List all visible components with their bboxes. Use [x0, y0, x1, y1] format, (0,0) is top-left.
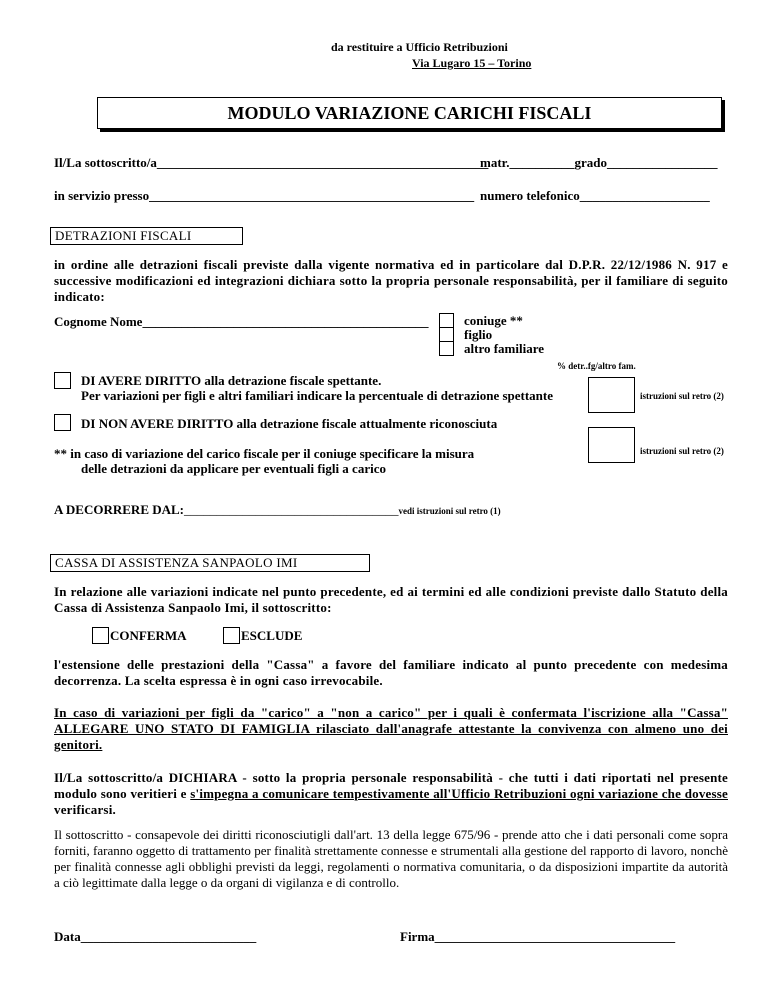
page-title: [97, 97, 722, 129]
figlio-checkbox[interactable]: [439, 327, 454, 342]
grado-label: grado: [574, 155, 607, 170]
diritto-text-2: Per variazioni per figli e altri familiari indicare la percentuale di detrazione spettante: [81, 388, 554, 403]
spouse-note-2: delle detrazioni da applicare per eventuali figli a carico: [81, 461, 386, 476]
service-field[interactable]: [54, 188, 474, 204]
start-date-label: A DECORRERE DAL:: [54, 502, 185, 517]
non-diritto-checkbox[interactable]: [54, 414, 71, 431]
phone-line[interactable]: ____________________: [579, 188, 710, 203]
page-title-text: MODULO VARIAZIONE CARICHI FISCALI: [227, 102, 592, 123]
instructions-note-2: istruzioni sul retro (2): [640, 446, 724, 456]
detrazioni-intro: in ordine alle detrazioni fiscali previste dalla vigente normativa ed in particolare dal D.P.R. 22/12/1986 N. 917 e successive modificazioni ed integrazioni dichiara sotto la propria personale responsabilità, per il familiare di seguito indicato:: [54, 257, 728, 304]
esclude-checkbox[interactable]: [223, 627, 240, 644]
altro-familiare-label: altro familiare: [464, 341, 545, 356]
coniuge-label: coniuge **: [464, 313, 523, 328]
conferma-checkbox[interactable]: [92, 627, 109, 644]
altro-familiare-checkbox[interactable]: [439, 341, 454, 356]
percent-header: % detr..fg/altro fam.: [557, 361, 636, 371]
return-to-text: da restituire a Ufficio Retribuzioni: [331, 40, 508, 54]
date-field[interactable]: [54, 929, 256, 945]
declaration-part2: s'impegna a comunicare tempestivamente all'Ufficio Retribuzioni ogni variazione che dovesse: [190, 786, 728, 801]
instructions-note-1: istruzioni sul retro (2): [640, 391, 724, 401]
matr-field[interactable]: [480, 155, 718, 171]
signature-line[interactable]: _____________________________________: [434, 929, 676, 944]
cassa-extension: l'estensione delle prestazioni della "Cassa" a favore del familiare indicato al punto precedente con medesima decorrenza. La scelta espressa è in ogni caso irrevocabile.: [54, 657, 728, 688]
non-diritto-text: DI NON AVERE DIRITTO alla detrazione fiscale attualmente riconosciuta: [81, 416, 498, 431]
name-label: Cognome Nome: [54, 314, 143, 329]
section-cassa: [50, 554, 370, 572]
grado-line[interactable]: _________________: [607, 155, 718, 170]
matr-label: matr.: [480, 155, 510, 170]
date-line[interactable]: ___________________________: [80, 929, 257, 944]
start-date-note: vedi istruzioni sul retro (1): [398, 506, 501, 516]
diritto-text-1: DI AVERE DIRITTO alla detrazione fiscale spettante.: [81, 373, 382, 388]
signer-field[interactable]: [54, 155, 488, 171]
figlio-label: figlio: [464, 327, 493, 342]
declaration-part3: verificarsi.: [54, 802, 116, 817]
declaration-part1: Il/La sottoscritto/a DICHIARA - sotto la propria personale responsabilità - che tutti i dati riportati nel presente modulo sono veritieri e: [54, 770, 728, 801]
spouse-note-1: ** in caso di variazione del carico fiscale per il coniuge specificare la misura: [54, 446, 475, 461]
signer-label: Il/La sottoscritto/a: [54, 155, 157, 170]
section-detrazioni-title: DETRAZIONI FISCALI: [55, 228, 192, 243]
section-cassa-title: CASSA DI ASSISTENZA SANPAOLO IMI: [55, 555, 298, 570]
signer-line[interactable]: ___________________________________________________: [156, 155, 489, 170]
cassa-warning: In caso di variazioni per figli da "carico" a "non a carico" per i quali è confermata l'iscrizione alla "Cassa" ALLEGARE UNO STATO DI FAMIGLIA rilasciato dall'anagrafe attestante la convivenza con almeno uno dei genitori.: [54, 705, 728, 752]
matr-line[interactable]: __________: [509, 155, 575, 170]
return-address: Via Lugaro 15 – Torino: [412, 56, 532, 70]
esclude-label: ESCLUDE: [241, 628, 303, 643]
coniuge-checkbox[interactable]: [439, 313, 454, 328]
spouse-measure-input[interactable]: [588, 427, 635, 463]
start-date-line[interactable]: _________________________________: [184, 502, 399, 517]
conferma-label: CONFERMA: [110, 628, 187, 643]
declaration: [54, 770, 728, 818]
percent-input[interactable]: [588, 377, 635, 413]
service-line[interactable]: __________________________________________________: [149, 188, 475, 203]
name-line[interactable]: ____________________________________________: [142, 314, 429, 329]
privacy-notice: Il sottoscritto - consapevole dei diritti riconosciutigli dall'art. 13 della legge 675/96 - prende atto che i dati personali come sopra forniti, faranno oggetto di trattamento per finalità strettamente connesse e strumentali alla gestione del rapporto di lavoro, nonchè per finalità connesse agli obblighi previsti da leggi, regolamenti o normativa comunitaria, o da disposizioni impartite da autorità a ciò legittimate dalla legge o da organi di vigilanza e di controllo.: [54, 827, 728, 890]
service-label: in servizio presso: [54, 188, 150, 203]
section-detrazioni: [50, 227, 243, 245]
name-field[interactable]: [54, 314, 428, 330]
cassa-intro: In relazione alle variazioni indicate nel punto precedente, ed ai termini ed alle condizioni previste dallo Statuto della Cassa di Assistenza Sanpaolo Imi, il sottoscritto:: [54, 584, 728, 615]
diritto-checkbox[interactable]: [54, 372, 71, 389]
date-label: Data: [54, 929, 81, 944]
start-date-field[interactable]: [54, 502, 501, 518]
phone-field[interactable]: [480, 188, 710, 204]
signature-field[interactable]: [400, 929, 675, 945]
signature-label: Firma: [400, 929, 435, 944]
phone-label: numero telefonico: [480, 188, 580, 203]
